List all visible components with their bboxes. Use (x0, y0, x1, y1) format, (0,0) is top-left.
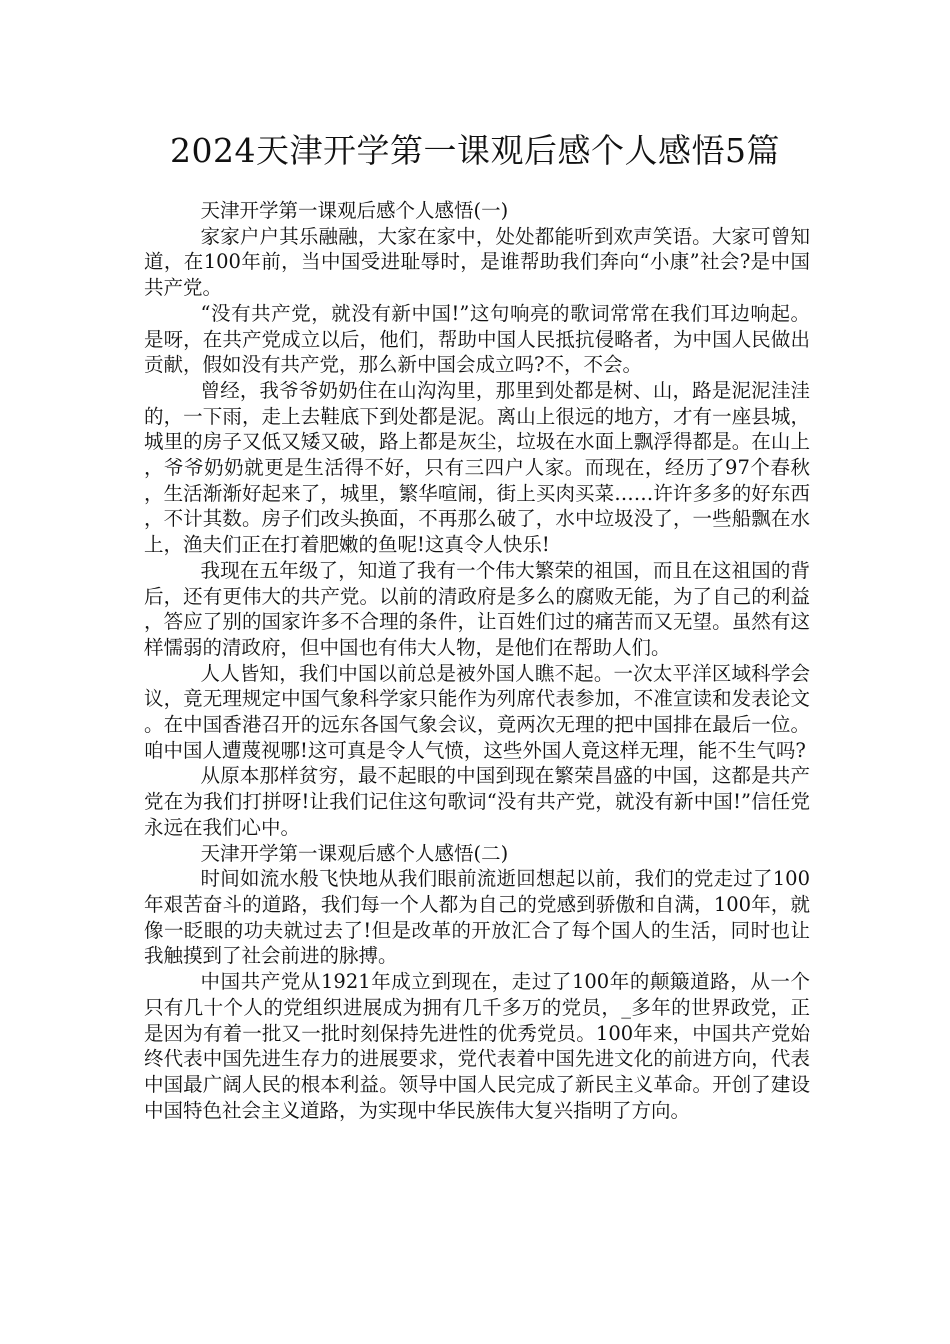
paragraph: 曾经，我爷爷奶奶住在山沟沟里，那里到处都是树、山，路是泥泥洼洼的，一下雨，走上去鞋底下到处都是泥。离山上很远的地方，才有一座县城，城里的房子又低又矮又破，路上都是灰尘，垃圾在水面上飘浮得都是。在山上，爷爷奶奶就更是生活得不好，只有三四户人家。而现在，经历了97个春秋，生活渐渐好起来了，城里，繁华喧闹，街上买肉买菜……许许多多的好东西，不计其数。房子们改头换面，不再那么破了，水中垃圾没了，一些船飘在水上，渔夫们正在打着肥嫩的鱼呢!这真令人快乐! (144, 378, 810, 557)
document-body (144, 198, 810, 1123)
paragraph: 家家户户其乐融融，大家在家中，处处都能听到欢声笑语。大家可曾知道，在100年前，当中国受进耻辱时，是谁帮助我们奔向“小康”社会?是中国共产党。 (144, 224, 810, 300)
section-heading-1: 天津开学第一课观后感个人感悟(一) (200, 199, 509, 222)
paragraph: 中国共产党从1921年成立到现在，走过了100年的颠簸道路，从一个只有几十个人的党组织进展成为拥有几千多万的党员，_多年的世界政党，正是因为有着一批又一批时刻保持先进性的优秀党员。100年来，中国共产党始终代表中国先进生存力的进展要求，党代表着中国先进文化的前进方向，代表中国最广阔人民的根本利益。领导中国人民完成了新民主义革命。开创了建设中国特色社会主义道路，为实现中华民族伟大复兴指明了方向。 (144, 970, 810, 1122)
paragraph: 我现在五年级了，知道了我有一个伟大繁荣的祖国，而且在这祖国的背后，还有更伟大的共产党。以前的清政府是多么的腐败无能，为了自己的利益，答应了别的国家许多不合理的条件，让百姓们过的痛苦而又无望。虽然有这样懦弱的清政府，但中国也有伟大人物，是他们在帮助人们。 (144, 558, 810, 659)
section-heading-2: 天津开学第一课观后感个人感悟(二) (200, 841, 509, 865)
document-title: 2024天津开学第一课观后感个人感悟5篇 (170, 131, 780, 170)
paragraph: 从原本那样贫穷，最不起眼的中国到现在繁荣昌盛的中国，这都是共产党在为我们打拼呀!让我们记住这句歌词“没有共产党，就没有新中国!”信任党永远在我们心中。 (144, 764, 810, 839)
paragraph: 时间如流水般飞快地从我们眼前流逝回想起以前，我们的党走过了100年艰苦奋斗的道路，我们每一个人都为自己的党感到骄傲和自满，100年，就像一眨眼的功夫就过去了!但是改革的开放汇合了每个国人的生活，同时也让我触摸到了社会前进的脉搏。 (144, 867, 810, 968)
paragraph: 人人皆知，我们中国以前总是被外国人瞧不起。一次太平洋区域科学会议，竟无理规定中国气象科学家只能作为列席代表参加，不准宣读和发表论文。在中国香港召开的远东各国气象会议，竟两次无理的把中国排在最后一位。咱中国人遭蔑视哪!这可真是令人气愤，这些外国人竟这样无理，能不生气吗? (144, 661, 810, 762)
paragraph: “没有共产党，就没有新中国!”这句响亮的歌词常常在我们耳边响起。是呀，在共产党成立以后，他们，帮助中国人民抵抗侵略者，为中国人民做出贡献，假如没有共产党，那么新中国会成立吗?不，不会。 (144, 301, 810, 377)
